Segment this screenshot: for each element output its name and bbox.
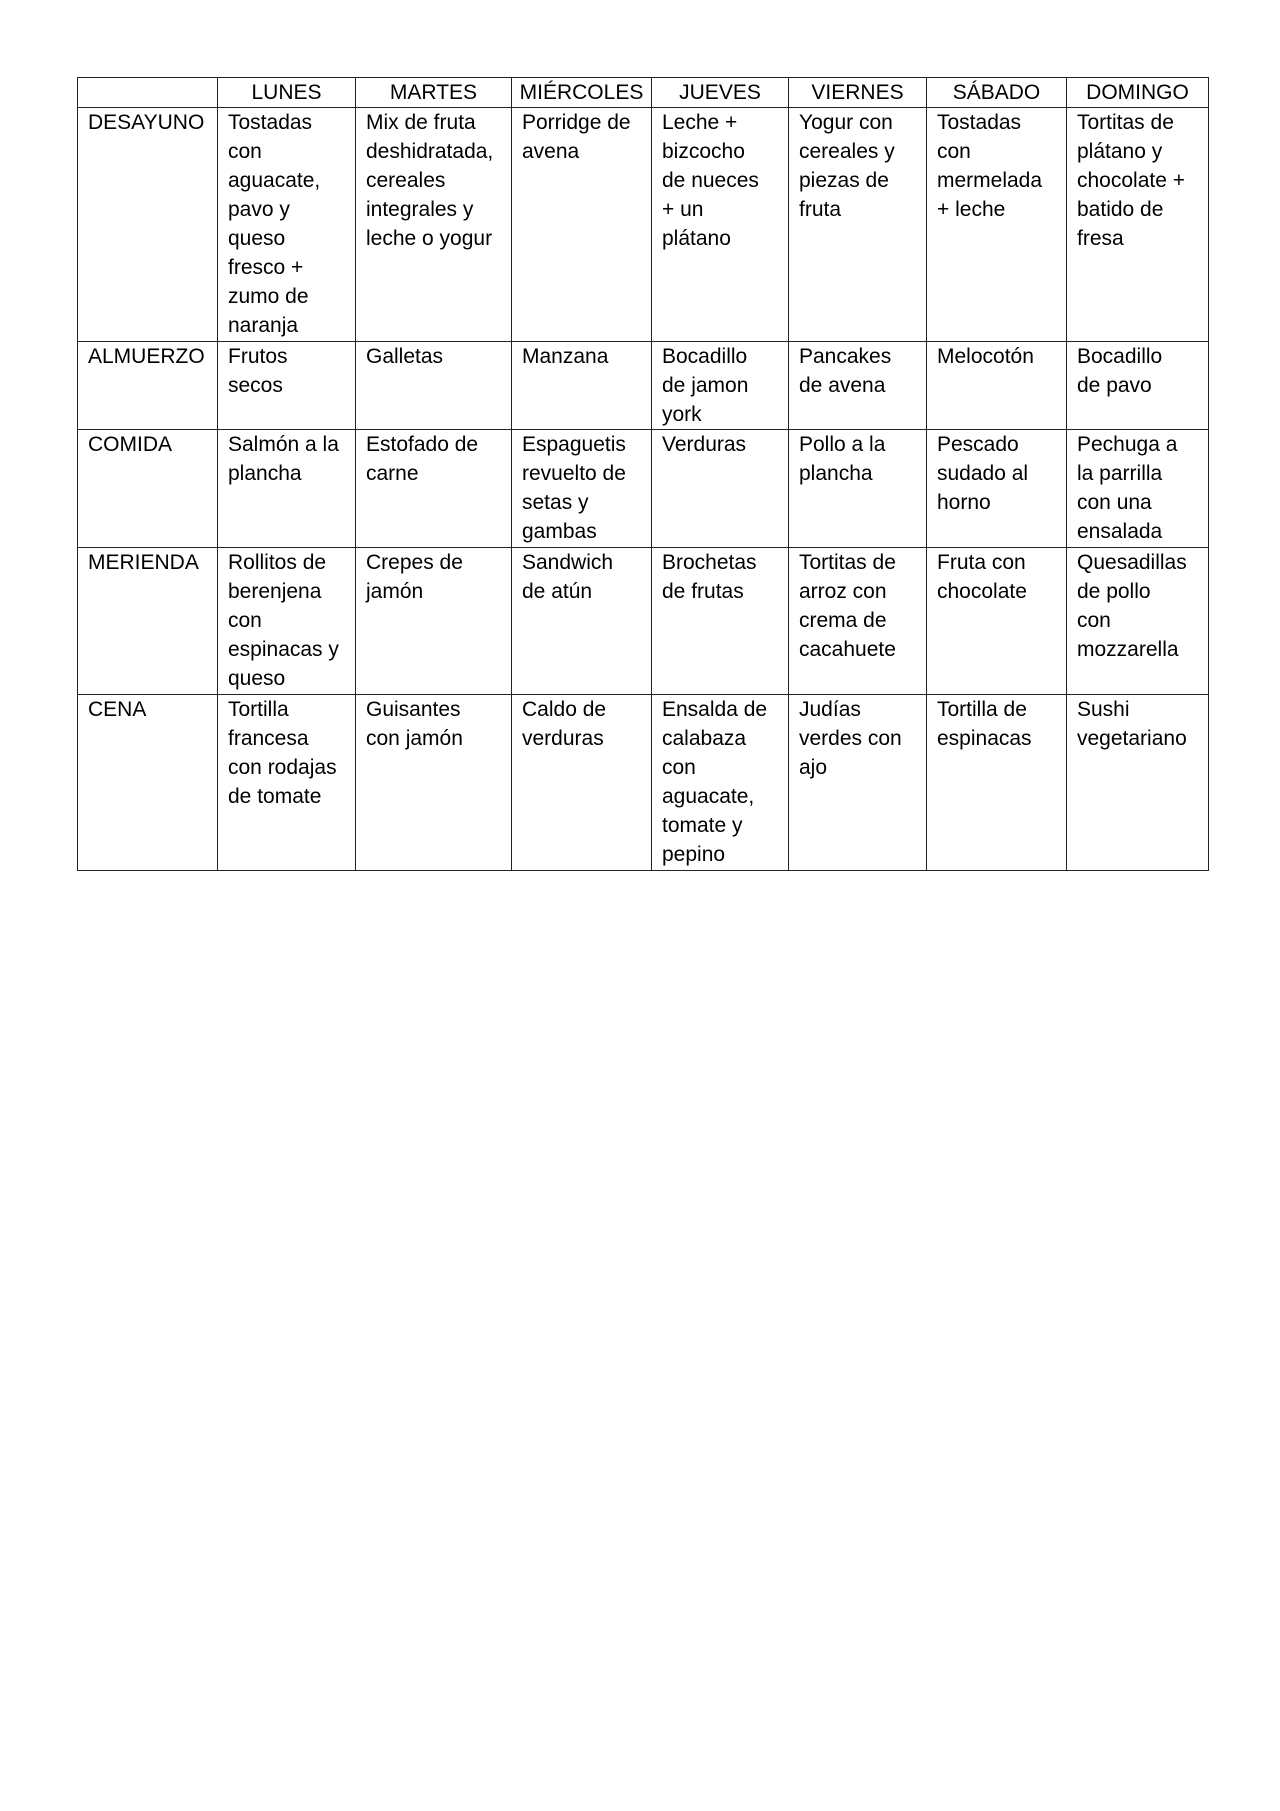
table-cell: [927, 430, 1067, 548]
cell-text: Salmón a la plancha: [228, 433, 339, 485]
table-cell: [652, 342, 789, 430]
table-cell: [218, 108, 356, 342]
day-header-martes: MARTES: [356, 78, 512, 108]
cell-text: Espaguetis revuelto de setas y gambas: [522, 433, 626, 543]
table-cell: [512, 342, 652, 430]
day-header-jueves: JUEVES: [652, 78, 789, 108]
cell-text: Guisantes con jamón: [366, 698, 463, 750]
day-header-lunes: LUNES: [218, 78, 356, 108]
cell-text: Tostadas con mermelada + leche: [937, 111, 1043, 221]
cell-text: Tostadas con aguacate, pavo y queso fresco + zumo de naranja: [228, 111, 321, 337]
cell-text: Fruta con chocolate: [937, 551, 1027, 603]
table-cell: [927, 342, 1067, 430]
table-cell: [356, 430, 512, 548]
table-cell: [512, 430, 652, 548]
table-cell: [789, 108, 927, 342]
day-header-domingo: DOMINGO: [1067, 78, 1209, 108]
table-cell: [1067, 342, 1209, 430]
cell-text: Frutos secos: [228, 345, 288, 397]
cell-text: Estofado de carne: [366, 433, 479, 485]
table-row: [78, 430, 1209, 548]
table-cell: [218, 548, 356, 695]
day-header-viernes: VIERNES: [789, 78, 927, 108]
cell-text: Tortitas de arroz con crema de cacahuete: [799, 551, 896, 661]
cell-text: Verduras: [662, 433, 747, 456]
table-row: [78, 342, 1209, 430]
cell-text: Pollo a la plancha: [799, 433, 886, 485]
cell-text: Ensalda de calabaza con aguacate, tomate y pepino: [662, 698, 768, 866]
day-header-miercoles: MIÉRCOLES: [512, 78, 652, 108]
cell-text: Bocadillo de pavo: [1077, 345, 1163, 397]
table-cell: [652, 695, 789, 871]
table-cell: [356, 548, 512, 695]
table-cell: [789, 342, 927, 430]
table-cell: [512, 108, 652, 342]
header-row: [78, 78, 1209, 108]
cell-text: Yogur con cereales y piezas de fruta: [799, 111, 895, 221]
cell-text: Pechuga a la parrilla con una ensalada: [1077, 433, 1178, 543]
table-cell: [652, 548, 789, 695]
cell-text: Sandwich de atún: [522, 551, 614, 603]
table-cell: [356, 108, 512, 342]
table-row: [78, 108, 1209, 342]
corner-cell: [78, 78, 218, 108]
table-cell: [218, 695, 356, 871]
cell-text: Rollitos de berenjena con espinacas y queso: [228, 551, 339, 690]
table-cell: [356, 342, 512, 430]
meal-label-merienda: MERIENDA: [78, 548, 218, 695]
cell-text: Porridge de avena: [522, 111, 631, 163]
table-row: [78, 695, 1209, 871]
cell-text: Mix de fruta deshidratada, cereales integrales y leche o yogur: [366, 111, 494, 250]
cell-text: Tortitas de plátano y chocolate + batido de fresa: [1077, 111, 1185, 250]
cell-text: Brochetas de frutas: [662, 551, 757, 603]
table-cell: [512, 548, 652, 695]
table-cell: [1067, 430, 1209, 548]
table-cell: [652, 430, 789, 548]
cell-text: Melocotón: [937, 345, 1034, 368]
cell-text: Tortilla de espinacas: [937, 698, 1032, 750]
table-cell: [652, 108, 789, 342]
cell-text: Leche + bizcocho de nueces + un plátano: [662, 111, 759, 250]
table-cell: [927, 695, 1067, 871]
cell-text: Pescado sudado al horno: [937, 433, 1029, 514]
cell-text: Manzana: [522, 345, 609, 368]
table-cell: [789, 548, 927, 695]
cell-text: Quesadillas de pollo con mozzarella: [1077, 551, 1187, 661]
cell-text: Sushi vegetariano: [1077, 698, 1187, 750]
table-cell: [1067, 108, 1209, 342]
cell-text: Judías verdes con ajo: [799, 698, 902, 779]
table-row: [78, 548, 1209, 695]
table-cell: [356, 695, 512, 871]
cell-text: Galletas: [366, 345, 444, 368]
table-cell: [218, 342, 356, 430]
table-cell: [789, 695, 927, 871]
cell-text: Caldo de verduras: [522, 698, 607, 750]
cell-text: Crepes de jamón: [366, 551, 463, 603]
meal-label-desayuno: DESAYUNO: [78, 108, 218, 342]
meal-label-almuerzo: ALMUERZO: [78, 342, 218, 430]
cell-text: Bocadillo de jamon york: [662, 345, 749, 426]
table-cell: [927, 548, 1067, 695]
table-cell: [927, 108, 1067, 342]
table-cell: [512, 695, 652, 871]
table-cell: [789, 430, 927, 548]
meal-label-comida: COMIDA: [78, 430, 218, 548]
day-header-sabado: SÁBADO: [927, 78, 1067, 108]
cell-text: Pancakes de avena: [799, 345, 892, 397]
table-cell: [1067, 548, 1209, 695]
table-cell: [218, 430, 356, 548]
meal-label-cena: CENA: [78, 695, 218, 871]
weekly-meal-table: [77, 77, 1209, 871]
table-cell: [1067, 695, 1209, 871]
cell-text: Tortilla francesa con rodajas de tomate: [228, 698, 337, 808]
